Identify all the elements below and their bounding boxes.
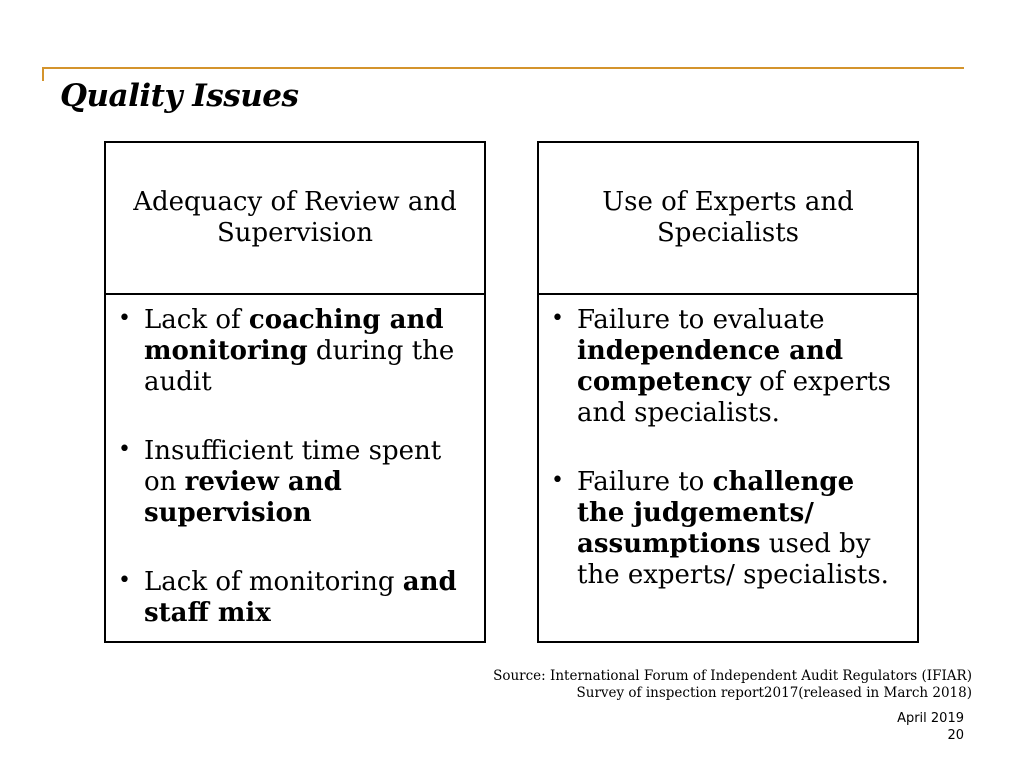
bullet-item: • Lack of monitoring and staff mix xyxy=(116,567,474,629)
card-heading: Adequacy of Review and Supervision xyxy=(106,143,484,295)
source-citation xyxy=(493,668,972,702)
title-rule-vertical xyxy=(42,67,44,81)
bullet-item: • Failure to challenge the judgements/ assumptions used by the experts/ specialists. xyxy=(549,467,907,591)
source-line-1: Source: International Forum of Independent Audit Regulators (IFIAR) xyxy=(493,668,972,684)
bullet-item: • Insufficient time spent on review and supervision xyxy=(116,436,474,529)
slide-title: Quality Issues xyxy=(60,78,299,114)
page-number: 20 xyxy=(947,728,964,743)
bullet-item: • Lack of coaching and monitoring during the audit xyxy=(116,305,474,398)
source-line-2: Survey of inspection report2017(released in March 2018) xyxy=(576,685,972,701)
card-review-supervision xyxy=(104,141,486,643)
card-heading: Use of Experts and Specialists xyxy=(539,143,917,295)
card-experts-specialists xyxy=(537,141,919,643)
footer-date: April 2019 xyxy=(897,711,964,726)
bullet-list xyxy=(106,295,484,629)
slide-footer xyxy=(897,710,964,744)
bullet-list xyxy=(539,295,917,591)
bullet-item: • Failure to evaluate independence and competency of experts and specialists. xyxy=(549,305,907,429)
title-rule-horizontal xyxy=(42,67,964,69)
